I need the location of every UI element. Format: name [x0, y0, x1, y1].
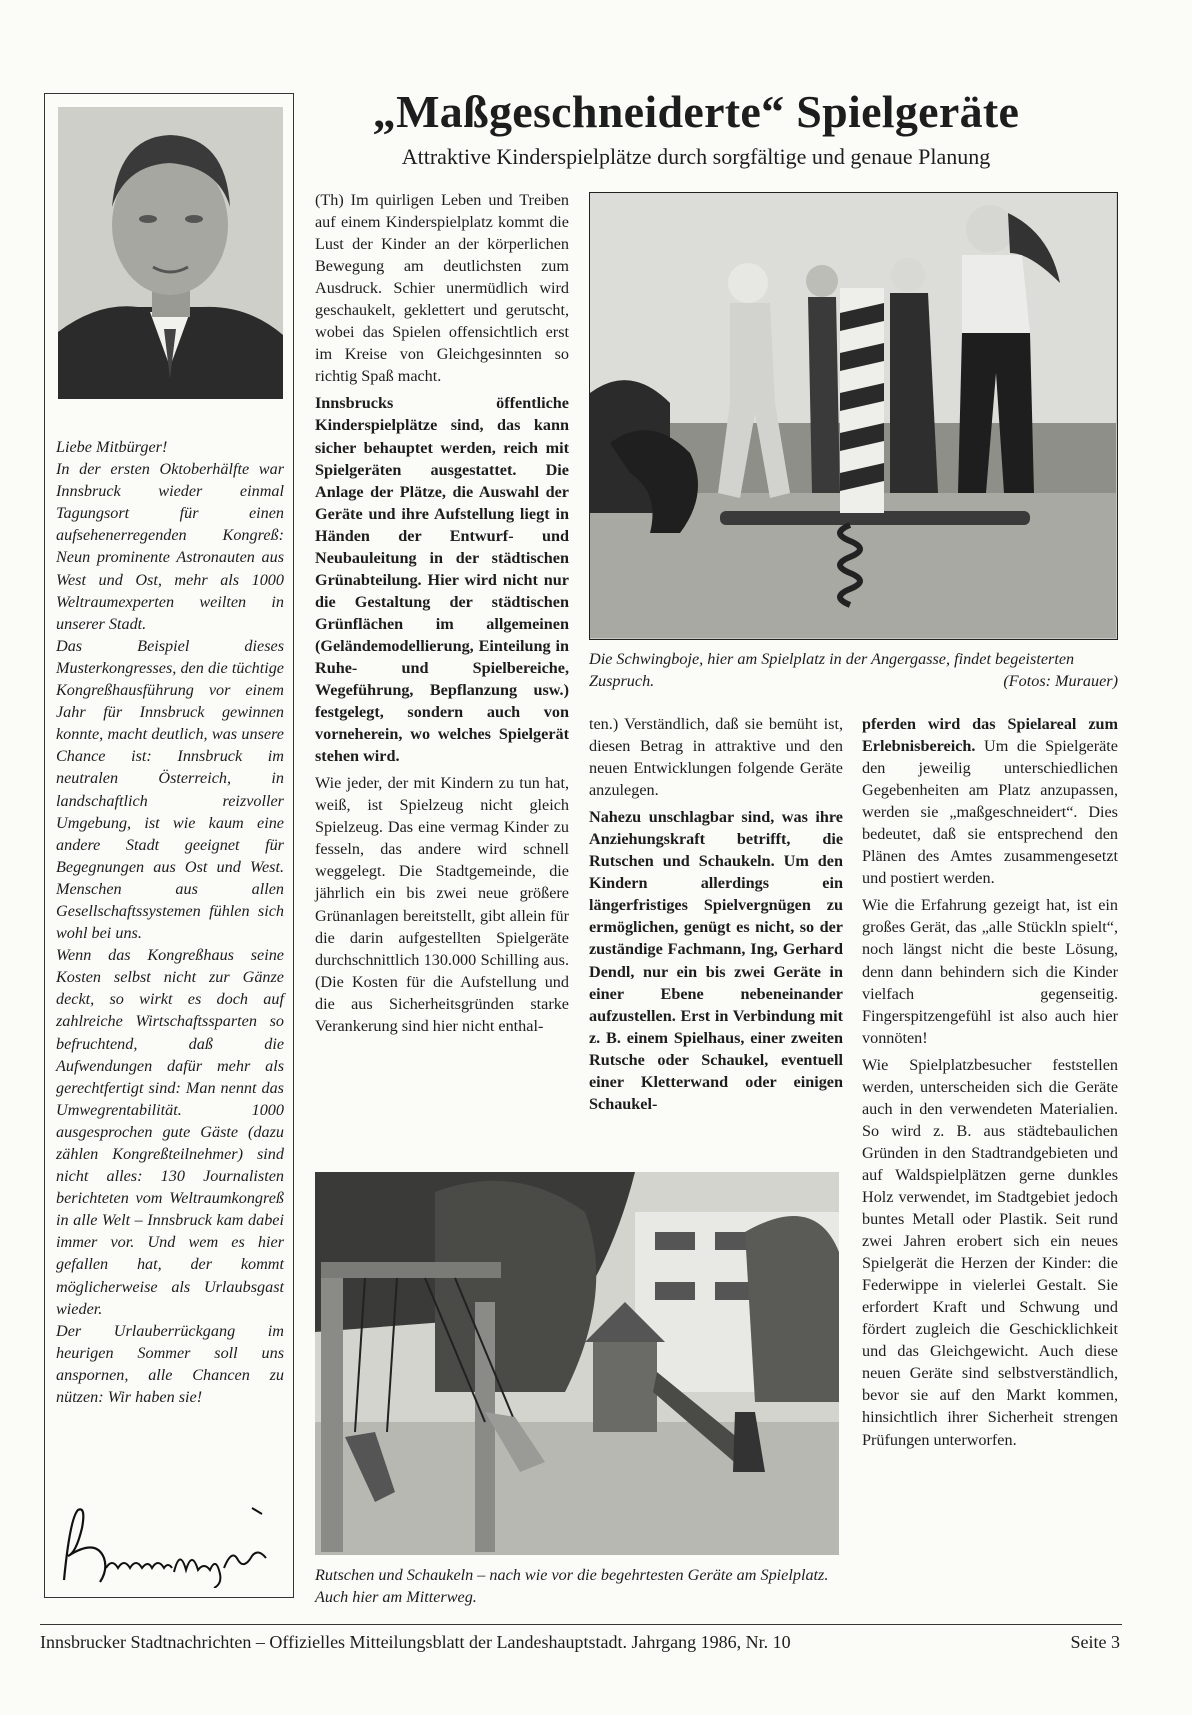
editorial-letter — [56, 436, 284, 1408]
editorial-greeting: Liebe Mitbürger! — [56, 438, 168, 456]
photo-credit: (Fotos: Murauer) — [1003, 672, 1118, 690]
editorial-paragraph: In der ersten Oktoberhälfte war Innsbruck wieder einmal Tagungsort für einen aufsehenerregenden Kongreß: Neun prominente Astronauten aus West und Ost, mehr als 1000 Weltraumexperten weilten in unserer Stadt. — [56, 460, 284, 633]
article-paragraph: Wie Spielplatzbesucher feststellen werden, unterscheiden sich die Geräte auch in den verwendeten Materialien. So wird z. B. aus städtebaulichen Gründen in den Stadtrandgebieten und auf Waldspielplätzen gerne dunkles Holz verwendet, im Stadtgebiet jedoch buntes Metall oder Plastik. Seit rund zwei Jahren erobert sich ein neues Spielgerät die Herzen der Kinder: die Federwippe in vielerlei Gestalt. Sie erfordert Kraft und Schwung und fördert zugleich die Geschicklichkeit und das Gleichgewicht. Auch diese neuen Geräte sind selbstverständlich, bevor sie auf den Markt kommen, hinsichtlich ihrer Sicherheit strengen Prüfungen unterworfen. — [862, 1055, 1118, 1449]
playground-photo-mitterweg — [315, 1172, 839, 1555]
article-paragraph-bold: Innsbrucks öffentliche Kinderspielplätze sind, das kann sicher behauptet werden, reich mit Spielgeräten ausgestattet. Die Anlage der Plätze, die Auswahl der Geräte und ihre Aufstellung liegt in Händen der Entwurf- und Neubauleitung in der städtischen Grünabteilung. Hier wird nicht nur die Gestaltung der städtischen Grünflächen im allgemeinen (Geländemodellierung, Einteilung in Ruhe- und Spielbereiche, Wegeführung, Bepflanzung usw.) festgelegt, sondern auch von vorneherein, wo welches Spielgerät stehen wird. — [315, 394, 569, 766]
photo-1-caption-text: Die Schwingboje, hier am Spielplatz in der Angergasse, findet begeisterten Zuspruch. — [589, 650, 1075, 690]
photo-2-caption: Rutschen und Schaukeln – nach wie vor die begehrtesten Geräte am Spielplatz. Auch hier am Mitterweg. — [315, 1566, 829, 1606]
article-column-1 — [315, 189, 569, 1037]
footer-page-number: Seite 3 — [1070, 1632, 1120, 1652]
article-paragraph: Wie jeder, der mit Kindern zu tun hat, weiß, ist Spielzeug nicht gleich Spielzeug. Das eine vermag Kinder zu fesseln, das andere wird schnell weggelegt. Die Stadtgemeinde, die jährlich ein bis zwei neue größere Grünanlagen bereitstellt, gibt allein für die darin aufgestellten Spielgeräte durchschnittlich 130.000 Schilling aus. (Die Kosten für die Aufstellung und die aus Sicherheitsgründen starke Verankerung sind hier nicht enthal- — [315, 774, 569, 1035]
article-headline: „Maßgeschneiderte“ Spielgeräte — [372, 86, 1020, 137]
footer-publication: Innsbrucker Stadtnachrichten – Offizielles Mitteilungsblatt der Landeshauptstadt. Jahrgang 1986, Nr. 10 — [40, 1632, 791, 1652]
playground-photo-schwingboje — [589, 192, 1118, 640]
article-paragraph: Wie die Erfahrung gezeigt hat, ist ein großes Gerät, das „alle Stückln spielt“, noch längst nicht die beste Lösung, denn dann behindern sich die Kinder vielfach gegenseitig. Fingerspitzengefühl ist also auch hier vonnöten! — [862, 896, 1118, 1047]
photo-1-caption — [589, 648, 1118, 692]
mayor-portrait — [58, 107, 283, 399]
article-paragraph: pferden wird das Spielareal zum Erlebnisbereich. Um die Spielgeräte den jeweilig unterschiedlichen Gegebenheiten am Platz anzupassen, werden sie „maßgeschneidert“. Dies bedeutet, daß sie entsprechend den Plänen des Amtes zusammengesetzt und postiert werden. — [862, 715, 1118, 888]
article-column-2 — [589, 713, 843, 1115]
mayor-signature — [56, 1498, 286, 1588]
article-subtitle: Attraktive Kinderspielplätze durch sorgfältige und genaue Planung — [401, 144, 991, 169]
editorial-paragraph: Das Beispiel dieses Musterkongresses, den die tüchtige Kongreßhausführung vor einem Jahr für Innsbruck gewinnen konnte, macht deutlich, was unsere Chance ist: Innsbruck im neutralen Österreich, in landschaftlich reizvoller Umgebung, ist wie kaum eine andere Stadt geeignet für Begegnungen aus Ost und West. Menschen aus allen Gesellschaftssystemen fühlen sich wohl bei uns. — [56, 636, 284, 943]
editorial-closing: Der Urlauberrückgang im heurigen Sommer soll uns anspornen, alle Chancen zu nützen: Wir haben sie! — [56, 1321, 284, 1407]
footer-rule — [40, 1624, 1122, 1625]
article-paragraph: ten.) Verständlich, daß sie bemüht ist, diesen Betrag in attraktive und den neuen Entwicklungen folgende Geräte anzulegen. — [589, 715, 843, 800]
article-paragraph-bold: Nahezu unschlagbar sind, was ihre Anziehungskraft betrifft, die Rutschen und Schaukeln. Um den Kindern allerdings ein längerfristiges Spielvergnügen zu ermöglichen, genügt es nicht, so der zuständige Fachmann, Ing, Gerhard Dendl, nur ein bis zwei Geräte in einer Ebene nebeneinander aufzustellen. Erst in Verbindung mit z. B. einem Spielhaus, einer zweiten Rutsche oder Schaukel, eventuell einer Kletterwand oder einigen Schaukel- — [589, 808, 843, 1113]
article-paragraph: (Th) Im quirligen Leben und Treiben auf einem Kinderspielplatz kommt die Lust der Kinder an der körperlichen Bewegung am deutlichsten zum Ausdruck. Schier unermüdlich wird geschaukelt, geklettert und gerutscht, wobei das Spielen offensichtlich erst im Kreise von Gleichgesinnten so richtig Spaß macht. — [315, 191, 569, 386]
editorial-paragraph: Wenn das Kongreßhaus seine Kosten selbst nicht zur Gänze deckt, so wirkt es doch auf zahlreiche Wirtschaftssparten so befruchtend, daß die Aufwendungen dafür mehr als gerechtfertigt sind: Man nennt das Umwegrentabilität. 1000 ausgesprochen gute Gäste (dazu zählen Kongreßteilnehmer) sind nicht alles: 130 Journalisten berichteten vom Weltraumkongreß in alle Welt – Innsbruck kam dabei immer vor. Und wem es hier gefallen hat, der kommt möglicherweise als Urlaubsgast wieder. — [56, 946, 284, 1318]
article-column-3 — [862, 713, 1118, 1451]
